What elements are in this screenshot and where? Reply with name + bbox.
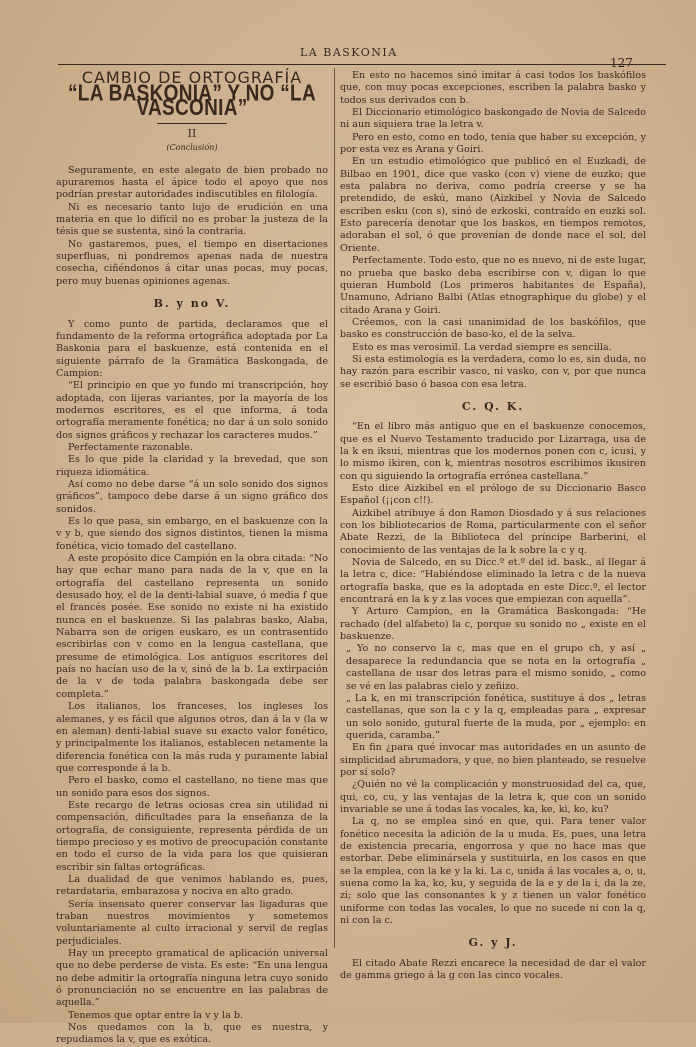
article-title: CAMBIO DE ORTOGRAFÍA: [81, 68, 303, 87]
paragraph: Es lo que pide la claridad y la brevedad, que son riqueza idiomática.: [56, 454, 328, 478]
section-heading-c-q-k: C. Q. K.: [461, 399, 525, 413]
paragraph: Tenemos que optar entre la v y la b.: [68, 1009, 244, 1021]
paragraph: Los italianos, los franceses, los ingleses los alemanes, y es fácil que algunos otros, dan á la v (la w en aleman) denti-labial suave su exacto valor fonético, y principalmente los italianos, establecen netamente la diferencia fonética con la más ruda y puramente labial que corresponde á la b.: [56, 701, 328, 774]
paragraph: Esto es mas verosimil. La verdad siempre es sencilla.: [352, 341, 612, 353]
paragraph: “El principio en que yo fundo mi transcripción, hoy adoptada, con lijeras variantes, por la mayoría de los modernos escritores, es el que informa, á toda ortografía meramente fonética; no dar á un solo sonido dos signos gráficos y rechazar los caracteres mudos.”: [56, 380, 328, 441]
paragraph: Créemos, con la casi unanimidad de los baskófilos, que basko es construcción de baso-ko, el de la selva.: [340, 316, 646, 341]
paragraph: Pero en esto, como en todo, tenía que haber su excepción, y por esta vez es Arana y Goiri.: [340, 131, 646, 156]
paragraph: Hay un precepto gramatical de aplicación universal que no debe perderse de vista. Es este: “En una lengua no debe admitir la ortografía ninguna letra cuyo sonido ó pronunciación no se encuentre en las palabras de aquella.”: [56, 948, 328, 1009]
right-column: [340, 70, 646, 982]
part-note: (Conclusión): [166, 143, 218, 153]
paragraph: Si esta estimología es la verdadera, como lo es, sin duda, no hay razón para escribir vasco, ni vasko, con v, por que nunca se escribió baso ó basoa con esa letra.: [340, 353, 646, 390]
paragraph: Ni es necesario tanto lujo de erudición en una materia en que lo difícil no es probar la justeza de la tésis que se sustenta, sinó la contraria.: [56, 201, 328, 238]
paragraph: En fin ¿para qué invocar mas autoridades en un asunto de simplicidad abrumadora, y que, no bien planteado, se resuelve por sí solo?: [340, 742, 646, 778]
title-rule: [157, 123, 227, 124]
paragraph: “En el libro más antiguo que en el baskuenze conocemos, que es el Nuevo Testamento traducido por Lizarraga, usa de la k en iksui, mientras que los modernos ponen con c, icusi, y lo mismo ikiren, con k, mientras nosotros escribimos ikusiren con qu siguiendo la ortografía errónea castellana.”: [340, 421, 646, 482]
paragraph: ¿Quién no vé la complicación y monstruosidad del ca, que, qui, co, cu, y las ventajas de la letra k, que con un sonido invariable se une á todas las vocales, ka, ke, ki, ko, ku?: [340, 779, 646, 815]
paragraph: El citado Abate Rezzi encarece la necesidad de dar el valor de gamma griego á la g con las cinco vocales.: [340, 957, 646, 982]
quote-paragraph: „ Yo no conservo la c, mas que en el grupo ch, y así „ desaparece la redundancia que se nota en la ortografía „ castellana de usar dos letras para el mismo sonido, „ como se vé en las palabras cielo y zeñizo.: [346, 643, 646, 692]
column-divider: [334, 68, 335, 948]
paragraph: La q, no se emplea sinó en que, qui. Para tener valor fonético necesita la adición de la u muda. Es, pues, una letra de existencia precaria, engorrosa y que no hace mas que estorbar. Debe eliminársela y sustituirla, en los casos en que se la emplea, con la ke y la ki. La c, unida á las vocales a, o, u, suena como la ka, ko, ku, y seguida de la e y de la i, da la ze, zi; solo que las consonantes k y z tienen un valor fonético uniforme con todas las vocales, lo que no sucede ni con la q, ni con la c.: [340, 816, 646, 927]
paragraph: En un estudio etimológico que publicó en el Euzkadi, de Bilbao en 1901, dice que vasko (con v) viene de euzko; que esta palabra no deriva, como podría creerse y se ha pretendido, de eskú, mano (Aizkibel y Novia de Salcedo escriben esku (con s), sinó de ezkoski, contraído en euzki sol. Esto parecería denotar que los baskos, en tiempos remotos, adoraban el sol, ó que provenían de donde nace el sol, del Oriente.: [340, 156, 646, 254]
section-heading-g-j: G. y J.: [468, 936, 518, 950]
paragraph: Aizkibel atribuye á don Ramon Diosdado y á sus relaciones con los bibliotecarios de Roma, particularmente con el señor Abate Rezzi, de la Biblioteca del príncipe Barberini, el conocimiento de las ventajas de la k sobre la c y q.: [340, 507, 646, 556]
section-heading-b-v: B. y no V.: [153, 297, 231, 311]
quote-paragraph: „ La k, en mi transcripción fonética, sustituye á dos „ letras castellanas, que son la c y la q, empleadas para „ expresar un solo sonido, gutural fuerte de la muda, por „ ejemplo: en querida, caramba.”: [346, 692, 646, 741]
paragraph: Perfectamente. Todo esto, que no es nuevo, ni de este lugar, no prueba que basko deba escribirse con v, digan lo que quieran Humbold (Los primeros habitantes de España), Unamuno, Adriano Balbi (Atlas etnographique du globe) y el citado Arana y Goiri.: [340, 255, 646, 316]
paragraph: Este recargo de letras ociosas crea sin utilidad ni compensación, dificultades para la enseñanza de la ortografía, de consiguiente, representa pérdida de un tiempo precioso y es motivo de preocupación constante en todo el curso de la vida para los que quisieran escribir sin faltas ortográficas.: [56, 799, 328, 873]
paragraph: El Diccionario etimológico baskongado de Novia de Salcedo ni aun siquiera trae la letra v.: [340, 107, 646, 131]
left-column: [56, 70, 328, 1047]
paragraph: Esto dice Aizkibel en el prólogo de su Diccionario Basco Español (¡¡con c!!).: [340, 483, 646, 507]
paragraph: Novia de Salcedo, en su Dicc.º et.º del id. bask., al llegar á la letra c, dice: “Habiéndose eliminado la letra c de la nueva ortografía baska, que es la adoptada en este Dicc.º, el lector encontrará en la k y z las voces que empiezan con aquella”.: [340, 557, 646, 606]
page-number: 127: [610, 56, 633, 70]
paragraph: Seguramente, en este alegato de bien probado no apuraremos hasta el ápice todo el apoyo que nos podrían prestar autoridades indiscutibles en filología.: [56, 164, 328, 201]
header-rule: [58, 64, 666, 65]
part-number: II: [187, 127, 197, 141]
paragraph: Así como no debe darse “á un solo sonido dos signos gráficos”, tampoco debe darse á un signo gráfico dos sonidos.: [56, 478, 328, 515]
paragraph: Nos quedamos con la b, que es nuestra, y repudiamos la v, que es exótica.: [56, 1022, 328, 1046]
paragraph: A este propósito dice Campión en la obra citada: “No hay que echar mano para nada de la v, que en la ortografía del castellano representa un sonido desusado hoy, el de la denti-labial suave, ó media f que el francés posée. Ese sonido no existe ni ha existido nunca en el baskuenze. Si las palabras basko, Alaba, Nabarra son de origen euskaro, es un contrasentido escribirlas con v como en la lengua castellana, que presume de etimológica. Los antiguos escritores del país no hacían uso de la v, sinó de la b. La extirpación de la v de toda palabra baskongada debe ser completa.”: [56, 553, 328, 700]
paragraph: En esto no hacemos sinó imitar á casi todos los baskófilos que, con muy pocas excepciones, escriben la palabra basko y todos sus derivados con b.: [340, 70, 646, 106]
paragraph: No gastaremos, pues, el tiempo en disertaciones superfluas, ni pondremos apenas nada de nuestra cosecha, ciñéndonos á citar unas pocas, muy pocas, pero muy buenas opiniones agenas.: [56, 238, 328, 287]
paragraph: Y como punto de partida, declaramos que el fundamento de la reforma ortográfica adoptada por La Baskonia para el baskuenze, está contenida en el siguiente párrafo de la Gramática Baskongada, de Campion:: [56, 318, 328, 379]
paragraph: Es lo que pasa, sin embargo, en el baskuenze con la v y b, que siendo dos signos distintos, tienen la misma fonética, vicio tomado del castellano.: [56, 516, 328, 552]
paragraph: Perfectamente razonable.: [68, 441, 193, 453]
article-subtitle: “LA BASKONIA” Y NO “LA VASCONIA”: [68, 81, 316, 122]
paragraph: Pero el basko, como el castellano, no tiene mas que un sonido para esos dos signos.: [56, 775, 328, 799]
running-head: LA BASKONIA: [300, 46, 398, 59]
paragraph: La dualidad de que venimos hablando es, pues, retardataria, embarazosa y nociva en alto grado.: [56, 873, 328, 898]
paragraph: Sería insensato querer conservar las ligaduras que traban nuestros movimientos y sometemos voluntariamente al culto irracional y servil de reglas perjudiciales.: [56, 898, 328, 947]
paragraph: Y Arturo Campion, en la Gramática Baskongada: “He rachado (del alfabeto) la c, porque su sonido no „ existe en el baskuenze.: [340, 606, 646, 643]
